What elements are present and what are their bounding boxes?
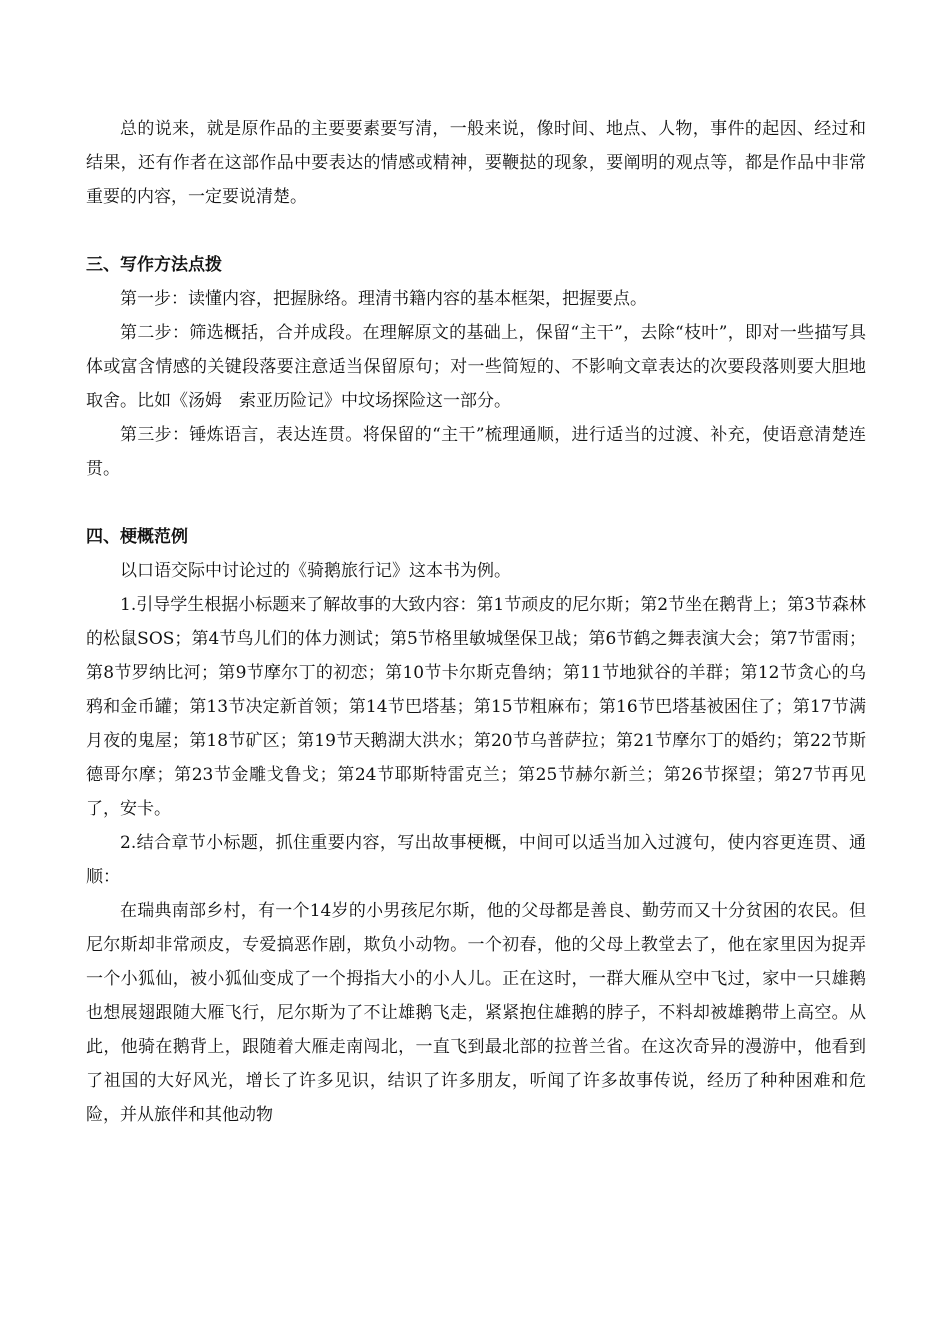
step-1-paragraph: 第一步：读懂内容，把握脉络。理清书籍内容的基本框架，把握要点。 (120, 289, 647, 309)
step-2-paragraph: 第二步：筛选概括，合并成段。在理解原文的基础上，保留“主干”，去除“枝叶”，即对一些描写具体或富含情感的关键段落要注意适当保留原句；对一些简短的、不影响文章表达的次要段落则要大胆地取舍。比如《汤姆 索亚历险记》中坟场探险这一部分。 (86, 323, 866, 411)
document-page (86, 112, 866, 1132)
story-summary-paragraph: 在瑞典南部乡村，有一个14岁的小男孩尼尔斯，他的父母都是善良、勤劳而又十分贫困的农民。但尼尔斯却非常顽皮，专爱搞恶作剧，欺负小动物。一个初春，他的父母上教堂去了，他在家里因为捉弄一个小狐仙，被小狐仙变成了一个拇指大小的小人儿。正在这时，一群大雁从空中飞过，家中一只雄鹅也想展翅跟随大雁飞行，尼尔斯为了不让雄鹅飞走，紧紧抱住雄鹅的脖子，不料却被雄鹅带上高空。从此，他骑在鹅背上，跟随着大雁走南闯北，一直飞到最北部的拉普兰省。在这次奇异的漫游中，他看到了祖国的大好风光，增长了许多见识，结识了许多朋友，听闻了许多故事传说，经历了种种困难和危险，并从旅伴和其他动物 (86, 901, 866, 1125)
section-3-heading: 三、写作方法点拨 (86, 255, 222, 275)
spacer (86, 486, 866, 520)
summary-instruction-paragraph: 2.结合章节小标题，抓住重要内容，写出故事梗概，中间可以适当加入过渡句，使内容更连贯、通顺： (86, 833, 866, 887)
step-3-paragraph: 第三步：锤炼语言，表达连贯。将保留的“主干”梳理通顺，进行适当的过渡、补充，使语意清楚连贯。 (86, 425, 866, 479)
example-intro-paragraph: 以口语交际中讨论过的《骑鹅旅行记》这本书为例。 (120, 561, 511, 581)
spacer (86, 214, 866, 248)
chapter-list-paragraph: 1.引导学生根据小标题来了解故事的大致内容：第1节顽皮的尼尔斯；第2节坐在鹅背上；第3节森林的松鼠SOS；第4节鸟儿们的体力测试；第5节格里敏城堡保卫战；第6节鹤之舞表演大会；第7节雷雨；第8节罗纳比河；第9节摩尔丁的初恋；第10节卡尔斯克鲁纳；第11节地狱谷的羊群；第12节贪心的乌鸦和金币罐；第13节决定新首领；第14节巴塔基；第15节粗麻布；第16节巴塔基被困住了；第17节满月夜的鬼屋；第18节矿区；第19节天鹅湖大洪水；第20节乌普萨拉；第21节摩尔丁的婚约；第22节斯德哥尔摩；第23节金雕戈鲁戈；第24节耶斯特雷克兰；第25节赫尔新兰；第26节探望；第27节再见了，安卡。 (86, 595, 866, 819)
section-4-heading: 四、梗概范例 (86, 527, 188, 547)
intro-paragraph: 总的说来，就是原作品的主要要素要写清，一般来说，像时间、地点、人物，事件的起因、经过和结果，还有作者在这部作品中要表达的情感或精神，要鞭挞的现象，要阐明的观点等，都是作品中非常重要的内容，一定要说清楚。 (86, 119, 866, 207)
